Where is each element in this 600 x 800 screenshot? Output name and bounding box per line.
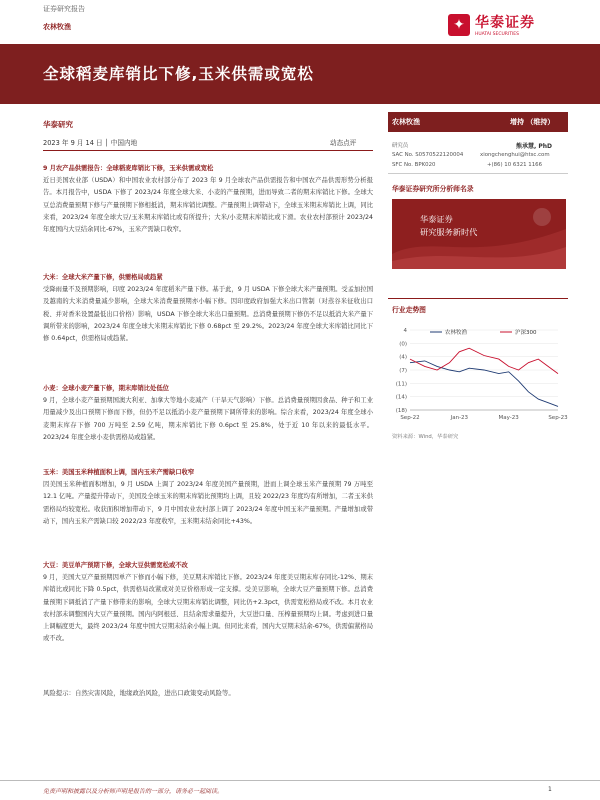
y-tick-label: (7) xyxy=(399,368,407,374)
divider xyxy=(388,298,568,299)
divider xyxy=(43,150,373,151)
report-type: 动态点评 xyxy=(330,139,357,147)
footer-divider xyxy=(0,780,600,781)
trend-chart-title: 行业走势图 xyxy=(392,306,426,314)
y-tick-label: (18) xyxy=(395,408,407,414)
section-heading: 大米：全球大米产量下修，供需格局或趋紧 xyxy=(43,274,163,281)
disclaimer: 免责声明和披露以及分析师声明是报告的一部分，请务必一起阅读。 xyxy=(43,788,224,795)
page-number: 1 xyxy=(548,786,552,793)
analyst-name: 熊承慧, PhD xyxy=(516,143,553,150)
x-tick-label: Sep-22 xyxy=(400,415,420,421)
section-wheat xyxy=(43,383,373,444)
x-tick-label: May-23 xyxy=(498,415,519,421)
section-rice xyxy=(43,272,373,345)
section-body: 近日美国农业部（USDA）和中国农业农村部分布了 2023 年 9 月全球农产品供需报告和中国农产品供需形势分析报告。本月报告中，USDA 下修了 2023/24 年度全球大米、小麦的产量预期，进而导致二者的期末库销比下修。全球大豆总消费量预期下修与产量预期下修相抵消，期末库销比调整。产量预期上调带动下，全球玉米期末库销比上调，同比来看，2023/24 年度全球大豆/玉米期末库销比或有所提升；大米/小麦期末库销比或下滑。农业农村部预计 2023/24 年度国内大豆结余同比-67%，玉米产需缺口收窄。 xyxy=(43,177,373,234)
x-tick-label: Jan-23 xyxy=(450,415,469,421)
section-summary xyxy=(43,163,373,236)
chart-source: 资料来源：Wind，华泰研究 xyxy=(392,434,459,440)
doc-type-label: 证券研究报告 xyxy=(43,5,85,13)
dateline: 2023 年 9 月 14 日 │ 中国内地 xyxy=(43,139,138,147)
section-heading: 小麦：全球小麦产量下修，期末库销比处低位 xyxy=(43,385,169,392)
section-tab: 农林牧渔 xyxy=(43,23,71,31)
legend-label: 沪深300 xyxy=(515,330,537,336)
section-heading: 大豆：美豆单产预期下修，全球大豆供需宽松或不改 xyxy=(43,562,188,569)
section-heading: 玉米：美国玉米种植面积上调，国内玉米产需缺口收窄 xyxy=(43,469,195,476)
y-tick-label: (0) xyxy=(399,341,407,348)
logo-text: 华泰证券 xyxy=(475,15,535,31)
legend-label: 农林牧渔 xyxy=(445,330,468,336)
team-directory-title: 华泰证券研究所分析师名录 xyxy=(392,185,474,193)
banner-decoration-icon xyxy=(392,199,566,269)
sfc-number: SFC No. BPK020 xyxy=(392,162,436,168)
analyst-email[interactable]: xiongchenghui@htsc.com xyxy=(480,152,550,158)
sac-number: SAC No. S0570522120004 xyxy=(392,152,464,158)
banner-text: 华泰证券 研究服务新时代 xyxy=(420,214,478,237)
team-directory-banner[interactable] xyxy=(392,199,566,269)
section-body: 9 月，全球小麦产量预期国澳大利亚、加拿大等地小麦减产（干旱天气影响）下修。总消费量预期因食品、种子和工业用量减少及出口预期下修而下修，但仍不足以抵消小麦产量预期下调所带来的影响。综合来看，2023/24 年度全球小麦期末库存下修 700 万吨至 2.59 亿吨，期末库销比下修 0.6pct 至 25.8%，处于近 10 年以来的最低水平。2023/24 年度全球小麦供需格局或趋紧。 xyxy=(43,397,373,441)
y-tick-label: (11) xyxy=(395,381,407,388)
section-body: 9 月，美国大豆产量预期因单产下修而小幅下修，美豆期末库销比下修。2023/24 年度美豆期末库存同比-12%、期末库销比或同比下降 0.5pct，供需格局改紧或对美豆价格形成一定支撑。受美豆影响，全球大豆产量预期下修。总消费量预期下调抵消了产量下修带来的影响，全球大豆期末库销比调整，同比仍+2.3pct，供需宽松格局或不改。本月农业农村部未调整国内大豆产量预期。国内内阿根廷、且结余需求量提升，大豆进口量、压榨量预期均上调。考虑到进口量上调幅度更大，最终 2023/24 年度中国大豆期末结余小幅上调。但同比来看，国内大豆期末结余-67%，供需偏紧格局或不改。 xyxy=(43,574,373,643)
x-tick-label: Sep-23 xyxy=(548,415,568,421)
company-logo xyxy=(448,12,573,42)
logo-subtext: HUATAI SECURITIES xyxy=(475,32,520,37)
y-tick-label: (14) xyxy=(395,394,407,401)
risk-warning: 风险提示：自然灾害风险，地缘政治风险，进出口政策变动风险等。 xyxy=(43,689,235,697)
industry-trend-chart xyxy=(388,320,568,424)
analyst-label: 研究员 xyxy=(392,143,409,149)
rating-label: 增持 （维持） xyxy=(510,118,555,126)
section-heading: 9 月农产品供需报告：全球稻麦库销比下修，玉米供需或宽松 xyxy=(43,165,214,172)
y-tick-label: (4) xyxy=(399,354,407,361)
analyst-phone: +(86) 10 6321 1166 xyxy=(487,162,543,168)
section-body: 因美国玉米种植面积增加，9 月 USDA 上调了 2023/24 年度美国产量预期，进而上调全球玉米产量预期 79 万吨至 12.1 亿吨。产量提升带动下，美国及全球玉米的期末库销比预期均上调，且较 2022/23 年度均有所增加，二者玉米供需格局均较宽松。收获面积增加带动下，9 月中国农业农村部上调了 2023/24 年度中国玉米产量预期。产量增加或带动下，国内玉米产需缺口较 2022/23 年度收窄，玉米期末结余同比+43%。 xyxy=(43,481,373,525)
section-body: 受降雨量不及预期影响，印度 2023/24 年度稻米产量下修。基于此，9 月 USDA 下修全球大米产量预期。受孟加拉国及越南的大米消费量减少影响，全球大米消费量预期亦小幅下修。因印度政府加强大米出口管制（对蒸谷米征收出口税、并对香米设置最低出口价格）影响，USDA 下修全球大米出口量预期。总消费量预期下修仍不足以抵消大米产量下调所带来的影响，2023/24 年度全球大米期末库销比下修 0.68pct 至 29.2%。2023/24 年度全球大米库销比同比下修 0.64pct，供需格局或趋紧。 xyxy=(43,286,373,343)
industry-label: 农林牧渔 xyxy=(392,118,420,126)
section-soybean xyxy=(43,560,373,645)
divider xyxy=(388,173,568,174)
logo-mark-icon: ✦ xyxy=(448,14,470,36)
y-tick-label: 4 xyxy=(403,328,407,334)
section-corn xyxy=(43,467,373,528)
series-line xyxy=(410,361,558,407)
report-title: 全球稻麦库销比下修,玉米供需或宽松 xyxy=(43,65,314,83)
publisher: 华泰研究 xyxy=(43,120,73,129)
